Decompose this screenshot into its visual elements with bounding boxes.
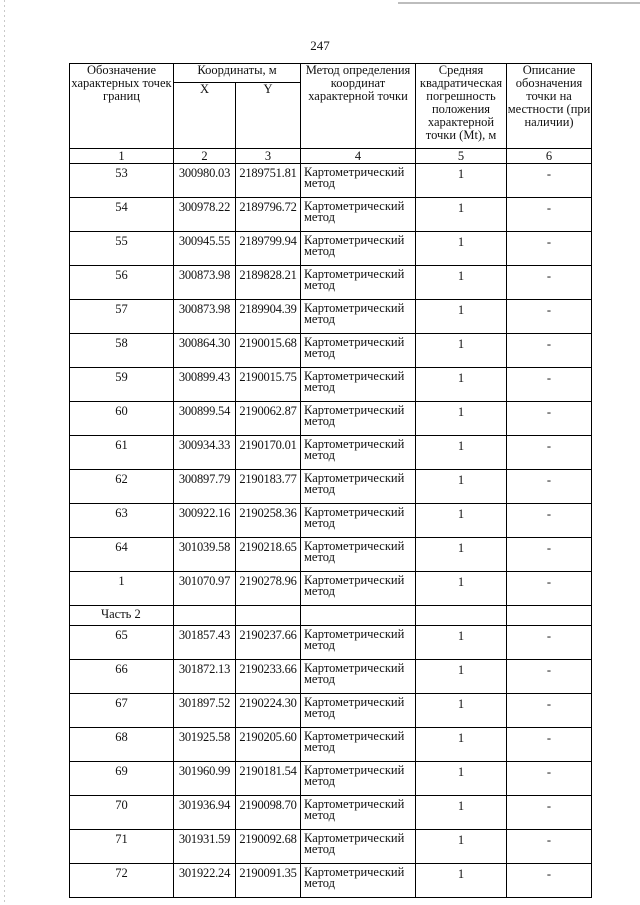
table-row — [70, 626, 592, 660]
table-row — [70, 660, 592, 694]
point-number: 70 — [70, 796, 174, 830]
table-row — [70, 300, 592, 334]
table-row — [70, 538, 592, 572]
description-cell: - — [507, 368, 592, 402]
point-number: 63 — [70, 504, 174, 538]
coord-y: 2190015.68 — [236, 334, 301, 368]
table-row — [70, 334, 592, 368]
error-cell: 1 — [416, 164, 507, 198]
coord-y: 2190278.96 — [236, 572, 301, 606]
header-x: X — [174, 83, 236, 149]
error-cell: 1 — [416, 830, 507, 864]
error-cell: 1 — [416, 232, 507, 266]
coord-x: 300873.98 — [174, 300, 236, 334]
method-cell: Картометрический метод — [301, 368, 416, 402]
empty-cell — [416, 606, 507, 626]
point-number: 56 — [70, 266, 174, 300]
point-number: 59 — [70, 368, 174, 402]
error-cell: 1 — [416, 470, 507, 504]
header-coordinates: Координаты, м — [174, 64, 301, 83]
point-number: 64 — [70, 538, 174, 572]
coord-y: 2190170.01 — [236, 436, 301, 470]
column-number: 6 — [507, 149, 592, 164]
table-row — [70, 164, 592, 198]
coord-x: 301872.13 — [174, 660, 236, 694]
part-row — [70, 606, 592, 626]
method-cell: Картометрический метод — [301, 232, 416, 266]
error-cell: 1 — [416, 538, 507, 572]
point-number: 60 — [70, 402, 174, 436]
table-body — [70, 164, 592, 898]
coord-x: 301936.94 — [174, 796, 236, 830]
method-cell: Картометрический метод — [301, 538, 416, 572]
point-number: 67 — [70, 694, 174, 728]
method-cell: Картометрический метод — [301, 694, 416, 728]
table-row — [70, 728, 592, 762]
coord-y: 2190181.54 — [236, 762, 301, 796]
description-cell: - — [507, 164, 592, 198]
description-cell: - — [507, 728, 592, 762]
column-number: 5 — [416, 149, 507, 164]
table-row — [70, 694, 592, 728]
coord-x: 300934.33 — [174, 436, 236, 470]
error-cell: 1 — [416, 198, 507, 232]
description-cell: - — [507, 762, 592, 796]
table-row — [70, 232, 592, 266]
point-number: 66 — [70, 660, 174, 694]
coord-y: 2190218.65 — [236, 538, 301, 572]
method-cell: Картометрический метод — [301, 796, 416, 830]
header-y: Y — [236, 83, 301, 149]
table-row — [70, 470, 592, 504]
point-number: 68 — [70, 728, 174, 762]
description-cell: - — [507, 538, 592, 572]
method-cell: Картометрический метод — [301, 572, 416, 606]
point-number: 62 — [70, 470, 174, 504]
method-cell: Картометрический метод — [301, 728, 416, 762]
coord-y: 2190205.60 — [236, 728, 301, 762]
point-number: 72 — [70, 864, 174, 898]
description-cell: - — [507, 232, 592, 266]
method-cell: Картометрический метод — [301, 266, 416, 300]
point-number: 54 — [70, 198, 174, 232]
error-cell: 1 — [416, 864, 507, 898]
description-cell: - — [507, 334, 592, 368]
table-row — [70, 266, 592, 300]
point-number: 53 — [70, 164, 174, 198]
point-number: 55 — [70, 232, 174, 266]
error-cell: 1 — [416, 402, 507, 436]
table-row — [70, 436, 592, 470]
header-point: Обозначение характерных точек границ — [70, 64, 174, 149]
description-cell: - — [507, 572, 592, 606]
column-number: 4 — [301, 149, 416, 164]
description-cell: - — [507, 470, 592, 504]
point-number: 65 — [70, 626, 174, 660]
coord-x: 301857.43 — [174, 626, 236, 660]
coord-y: 2189751.81 — [236, 164, 301, 198]
part-label: Часть 2 — [70, 606, 174, 626]
description-cell: - — [507, 864, 592, 898]
table-row — [70, 368, 592, 402]
coord-y: 2189828.21 — [236, 266, 301, 300]
page-number: 247 — [310, 38, 330, 53]
column-number: 2 — [174, 149, 236, 164]
description-cell: - — [507, 402, 592, 436]
method-cell: Картометрический метод — [301, 504, 416, 538]
description-cell: - — [507, 300, 592, 334]
coord-x: 300899.43 — [174, 368, 236, 402]
point-number: 69 — [70, 762, 174, 796]
method-cell: Картометрический метод — [301, 300, 416, 334]
table-row — [70, 504, 592, 538]
method-cell: Картометрический метод — [301, 626, 416, 660]
point-number: 58 — [70, 334, 174, 368]
coord-x: 300922.16 — [174, 504, 236, 538]
coord-y: 2190258.36 — [236, 504, 301, 538]
method-cell: Картометрический метод — [301, 762, 416, 796]
empty-cell — [174, 606, 236, 626]
error-cell: 1 — [416, 300, 507, 334]
coord-x: 300899.54 — [174, 402, 236, 436]
error-cell: 1 — [416, 762, 507, 796]
table-row — [70, 572, 592, 606]
error-cell: 1 — [416, 694, 507, 728]
method-cell: Картометрический метод — [301, 198, 416, 232]
error-cell: 1 — [416, 266, 507, 300]
point-number: 57 — [70, 300, 174, 334]
empty-cell — [236, 606, 301, 626]
description-cell: - — [507, 436, 592, 470]
description-cell: - — [507, 660, 592, 694]
scan-edge-line — [4, 0, 5, 905]
coord-y: 2189904.39 — [236, 300, 301, 334]
error-cell: 1 — [416, 368, 507, 402]
description-cell: - — [507, 830, 592, 864]
coord-x: 300978.22 — [174, 198, 236, 232]
error-cell: 1 — [416, 334, 507, 368]
column-number: 1 — [70, 149, 174, 164]
coord-y: 2190091.35 — [236, 864, 301, 898]
method-cell: Картометрический метод — [301, 830, 416, 864]
coord-y: 2190237.66 — [236, 626, 301, 660]
coord-y: 2190224.30 — [236, 694, 301, 728]
description-cell: - — [507, 266, 592, 300]
coord-y: 2190183.77 — [236, 470, 301, 504]
method-cell: Картометрический метод — [301, 436, 416, 470]
error-cell: 1 — [416, 436, 507, 470]
coordinates-table — [69, 63, 592, 898]
coord-x: 301039.58 — [174, 538, 236, 572]
error-cell: 1 — [416, 728, 507, 762]
method-cell: Картометрический метод — [301, 660, 416, 694]
empty-cell — [301, 606, 416, 626]
error-cell: 1 — [416, 660, 507, 694]
method-cell: Картометрический метод — [301, 470, 416, 504]
table-row — [70, 402, 592, 436]
error-cell: 1 — [416, 504, 507, 538]
description-cell: - — [507, 504, 592, 538]
coord-x: 301922.24 — [174, 864, 236, 898]
method-cell: Картометрический метод — [301, 864, 416, 898]
description-cell: - — [507, 198, 592, 232]
point-number: 71 — [70, 830, 174, 864]
coord-x: 300864.30 — [174, 334, 236, 368]
table-row — [70, 830, 592, 864]
coord-x: 301925.58 — [174, 728, 236, 762]
coord-x: 301070.97 — [174, 572, 236, 606]
point-number: 1 — [70, 572, 174, 606]
coord-x: 301960.99 — [174, 762, 236, 796]
column-number: 3 — [236, 149, 301, 164]
description-cell: - — [507, 694, 592, 728]
method-cell: Картометрический метод — [301, 164, 416, 198]
scan-top-bar — [398, 2, 640, 4]
error-cell: 1 — [416, 626, 507, 660]
coord-y: 2189799.94 — [236, 232, 301, 266]
coord-x: 300945.55 — [174, 232, 236, 266]
coord-x: 301931.59 — [174, 830, 236, 864]
coord-x: 301897.52 — [174, 694, 236, 728]
error-cell: 1 — [416, 796, 507, 830]
coord-x: 300980.03 — [174, 164, 236, 198]
header-description: Описание обозначения точки на местности (при наличии) — [507, 64, 592, 149]
coord-y: 2190015.75 — [236, 368, 301, 402]
coord-y: 2190098.70 — [236, 796, 301, 830]
description-cell: - — [507, 796, 592, 830]
table-row — [70, 864, 592, 898]
coord-y: 2190233.66 — [236, 660, 301, 694]
table-row — [70, 198, 592, 232]
table-row — [70, 796, 592, 830]
error-cell: 1 — [416, 572, 507, 606]
coord-y: 2189796.72 — [236, 198, 301, 232]
table-row — [70, 762, 592, 796]
header-error: Средняя квадратическая погрешность положения характерной точки (Mt), м — [416, 64, 507, 149]
coord-y: 2190092.68 — [236, 830, 301, 864]
coord-x: 300897.79 — [174, 470, 236, 504]
column-numbers-row — [70, 149, 592, 164]
description-cell: - — [507, 626, 592, 660]
method-cell: Картометрический метод — [301, 402, 416, 436]
coord-x: 300873.98 — [174, 266, 236, 300]
empty-cell — [507, 606, 592, 626]
header-method: Метод определения координат характерной точки — [301, 64, 416, 149]
point-number: 61 — [70, 436, 174, 470]
coord-y: 2190062.87 — [236, 402, 301, 436]
method-cell: Картометрический метод — [301, 334, 416, 368]
